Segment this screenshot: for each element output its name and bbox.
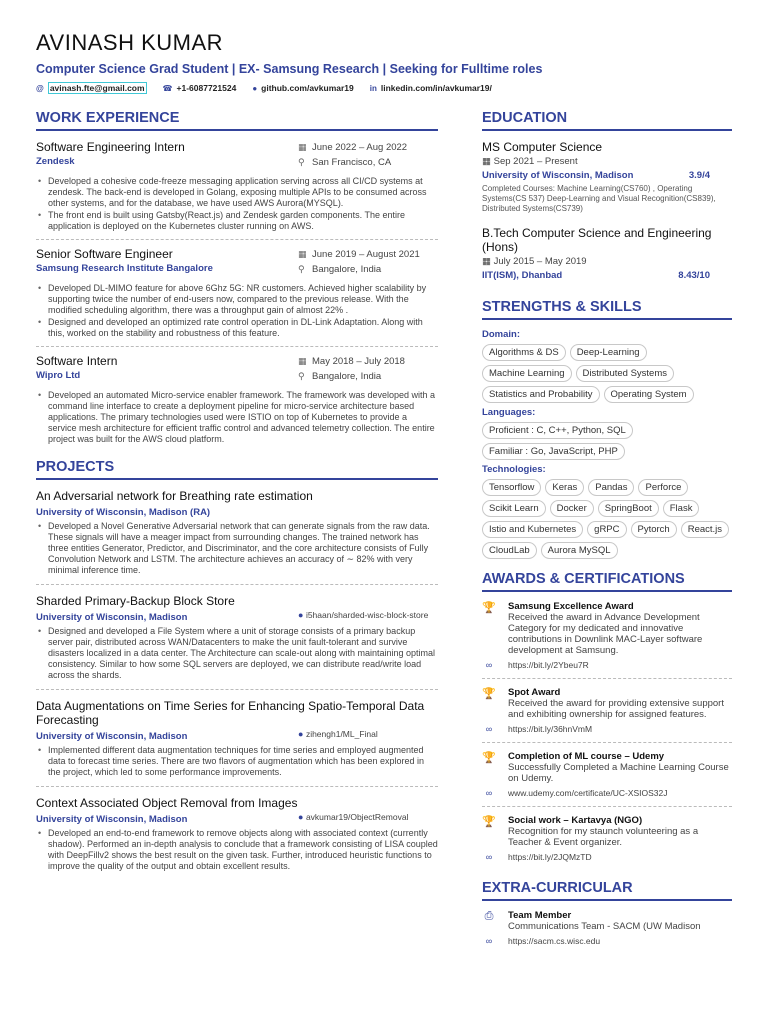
trophy-icon: 🏆: [482, 752, 496, 764]
skill-tag: Operating System: [604, 386, 694, 403]
link-icon: ∞: [485, 788, 493, 798]
skill-tag: Docker: [550, 500, 594, 517]
calendar-icon: ▦: [482, 256, 494, 267]
skill-tag: Aurora MySQL: [541, 542, 618, 559]
awards-list: [482, 601, 732, 870]
extra-body: [508, 910, 701, 932]
skill-tag: Statistics and Probability: [482, 386, 600, 403]
bookmark-icon: ⎙: [484, 910, 494, 922]
link-icon: ∞: [485, 724, 493, 734]
job-list: [36, 140, 438, 452]
project-list: [36, 489, 438, 880]
project-entry: [36, 796, 438, 880]
github-link[interactable]: github.com/avkumar19: [261, 83, 354, 93]
skill-tag: Scikit Learn: [482, 500, 546, 517]
section-title-awards: AWARDS & CERTIFICATIONS: [482, 571, 732, 592]
skill-tag: Pytorch: [631, 521, 677, 538]
job-location: Bangalore, India: [312, 371, 382, 382]
award-desc: Recognition for my staunch volunteering as a Teacher & Event organizer.: [508, 826, 699, 848]
job-dates-row: [298, 140, 438, 155]
project-entry: [36, 489, 438, 585]
award-link-row[interactable]: [482, 852, 732, 870]
extra-entry: [482, 910, 732, 932]
job-company: Zendesk: [36, 156, 75, 167]
award-link[interactable]: www.udemy.com/certificate/UC-XSIOS32J: [508, 788, 668, 798]
link-icon: ∞: [485, 936, 493, 946]
section-title-work: WORK EXPERIENCE: [36, 110, 438, 131]
map-pin-icon: ⚲: [298, 157, 305, 167]
project-repo-link[interactable]: [298, 610, 438, 620]
project-subheader: [36, 610, 438, 623]
job-location: San Francisco, CA: [312, 157, 392, 168]
job-dates-row: [298, 354, 438, 369]
job-bullets: [36, 390, 438, 445]
section-title-education: EDUCATION: [482, 110, 732, 131]
job-bullet: • Developed a cohesive code-freeze messaging application serving across all CI/CD systems at zendesk. The back-end is developed in Golang, exposing multiple APIs to be consumed across other systems, and for the database, we have used AWS Aurora(MYSQL).: [36, 176, 438, 209]
extra-list: [482, 910, 732, 954]
job-company: Wipro Ltd: [36, 370, 81, 381]
email-contact[interactable]: [36, 82, 147, 94]
job-header: [36, 354, 438, 384]
project-bullet: • Developed a Novel Generative Adversarial network that can generate signals from the raw data. These signals will have a meager impact from surrounding changes. The trained network has three entities Generator, Predictor, and Discriminator, and the core architecture consists of Fully Convolution Network and LSTM. The architecture achieves an accuracy of ∼ 82% with very minimal inference time.: [36, 521, 438, 576]
education-entry: [482, 226, 732, 281]
job-meta: [298, 247, 438, 277]
calendar-icon: ▦: [298, 356, 307, 366]
job-bullet: • The front end is built using Gatsby(React.js) and Zendesk garden components. The entire application is deployed on the Kubernetes cluster running on AWS.: [36, 210, 438, 232]
map-pin-icon: ⚲: [298, 371, 305, 381]
project-bullet: • Developed an end-to-end framework to remove objects along with associated context (currently shadow). Performed an in-depth analysis to conclude that a framework consisting of LISA coupled with DeepFillv2 shows the best result on the given task. Further, introduced heuristic functions to improve the quality of the output and obtain excellent results.: [36, 828, 438, 872]
skill-group-label: Technologies:: [482, 464, 546, 475]
job-meta: [298, 354, 438, 384]
project-entry: [36, 594, 438, 690]
skill-tag: Istio and Kubernetes: [482, 521, 583, 538]
job-meta: [298, 140, 438, 170]
education-org-row: [482, 170, 732, 181]
award-entry: [482, 751, 732, 784]
award-link-row[interactable]: [482, 660, 732, 679]
project-bullets: [36, 521, 438, 576]
skill-tag: Flask: [663, 500, 700, 517]
job-bullet: • Developed an automated Micro-service enabler framework. The framework was developed with a command line interface to create a deployment pipeline for micro-service architecture based applications. The primary technologies used were ISTIO on top of Kubernetes to provide a service mesh architecture for efficient traffic control and advanced telemetry collection. The entire project was built for the AWS cloud platform.: [36, 390, 438, 445]
extra-link[interactable]: https://sacm.cs.wisc.edu: [508, 936, 601, 946]
project-title: An Adversarial network for Breathing rate estimation: [36, 489, 313, 503]
degree-title: MS Computer Science: [482, 140, 603, 154]
job-entry: [36, 247, 438, 347]
job-location-row: [298, 262, 438, 277]
award-title: Social work – Kartavya (NGO): [508, 815, 643, 826]
skill-tag: Keras: [545, 479, 584, 496]
award-body: [508, 601, 732, 656]
github-contact[interactable]: [252, 83, 353, 93]
education-school: IIT(ISM), Dhanbad: [482, 270, 563, 281]
award-link[interactable]: https://bit.ly/36hnVmM: [508, 724, 593, 734]
award-desc: Received the award for providing extensive support and exhibiting ownership for assigned features.: [508, 698, 724, 720]
education-gpa: 8.43/10: [678, 270, 710, 281]
project-org: University of Wisconsin, Madison (RA): [36, 507, 211, 518]
contact-bar: [36, 82, 736, 94]
education-school: University of Wisconsin, Madison: [482, 170, 634, 181]
linkedin-link[interactable]: linkedin.com/in/avkumar19/: [380, 83, 492, 93]
award-body: [508, 751, 732, 784]
job-location: Bangalore, India: [312, 264, 382, 275]
skill-tag: SpringBoot: [598, 500, 659, 517]
education-dates: Sep 2021 – Present: [493, 156, 578, 167]
job-bullet: • Designed and developed an optimized rate control operation in DL-Link Adaptation. Along with this, worked on the stability and robustness of this feature.: [36, 317, 438, 339]
job-dates: June 2022 – Aug 2022: [312, 142, 408, 153]
project-org: University of Wisconsin, Madison: [36, 814, 188, 825]
skill-tag: Machine Learning: [482, 365, 572, 382]
job-header: [36, 247, 438, 277]
education-dates-row: [482, 256, 732, 267]
skill-group-label: Languages:: [482, 407, 536, 418]
extra-link-row[interactable]: [482, 936, 732, 954]
github-icon: ●: [298, 729, 306, 739]
skill-tag: Perforce: [638, 479, 688, 496]
job-title: Software Engineering Intern: [36, 140, 185, 154]
skill-tag: Pandas: [588, 479, 634, 496]
skill-tag: Proficient : C, C++, Python, SQL: [482, 422, 633, 439]
calendar-icon: ▦: [482, 156, 494, 167]
award-link-row[interactable]: [482, 724, 732, 743]
job-dates-row: [298, 247, 438, 262]
right-column: [482, 110, 732, 962]
project-repo-link[interactable]: [298, 729, 438, 739]
headline: Computer Science Grad Student | EX- Samsung Research | Seeking for Fulltime roles: [36, 62, 543, 76]
job-entry: [36, 140, 438, 240]
job-bullets: [36, 176, 438, 232]
job-title-block: [36, 354, 117, 381]
education-dates-row: [482, 156, 732, 167]
project-repo-text[interactable]: avkumar19/ObjectRemoval: [305, 812, 409, 822]
skills-list: [482, 329, 732, 559]
award-entry: [482, 601, 732, 656]
education-courses: Completed Courses: Machine Learning(CS760) , Operating Systems(CS 537) Deep-Learning and Visual Recognition(CS839), Distributed Systems(CS739): [482, 184, 716, 213]
project-repo-text[interactable]: i5haan/sharded-wisc-block-store: [305, 610, 429, 620]
project-repo-text[interactable]: zihengh1/ML_Final: [305, 729, 378, 739]
email-link[interactable]: avinash.fte@gmail.com: [49, 83, 145, 93]
award-body: [508, 687, 732, 720]
skill-tag: Distributed Systems: [576, 365, 674, 382]
education-list: [482, 140, 732, 281]
award-title: Spot Award: [508, 687, 561, 698]
skill-tag: CloudLab: [482, 542, 537, 559]
job-header: [36, 140, 438, 170]
skill-tag: Algorithms & DS: [482, 344, 566, 361]
education-gpa: 3.9/4: [688, 170, 710, 181]
award-link-row[interactable]: [482, 788, 732, 807]
linkedin-icon: in: [369, 83, 377, 93]
phone-number[interactable]: +1-6087721524: [176, 83, 237, 93]
skill-tag: gRPC: [587, 521, 626, 538]
project-subheader: [36, 812, 438, 825]
linkedin-contact[interactable]: [370, 83, 492, 93]
extra-desc: Communications Team - SACM (UW Madison: [508, 921, 701, 932]
project-subheader: [36, 505, 438, 518]
phone-icon: ☎: [162, 83, 173, 93]
award-title: Samsung Excellence Award: [508, 601, 634, 612]
award-link[interactable]: https://bit.ly/2Ybeu7R: [508, 660, 589, 670]
trophy-icon: 🏆: [482, 602, 496, 614]
award-entry: [482, 687, 732, 720]
skill-tags: [482, 344, 732, 403]
github-icon: ●: [298, 812, 306, 822]
project-bullets: [36, 745, 438, 778]
job-company: Samsung Research Institute Bangalore: [36, 263, 213, 274]
project-entry: [36, 699, 438, 787]
skill-group-label: Domain:: [482, 329, 520, 340]
person-name: AVINASH KUMAR: [36, 30, 224, 55]
github-icon: ●: [252, 83, 258, 93]
award-desc: Successfully Completed a Machine Learning Course on Udemy.: [508, 762, 729, 784]
trophy-icon: 🏆: [482, 816, 496, 828]
job-title: Software Intern: [36, 354, 118, 368]
link-icon: ∞: [485, 660, 493, 670]
skill-tags: [482, 479, 732, 559]
award-entry: [482, 815, 732, 848]
job-bullets: [36, 283, 438, 339]
award-title: Completion of ML course – Udemy: [508, 751, 665, 762]
at-icon: @: [36, 83, 44, 93]
degree-title: B.Tech Computer Science and Engineering (Hons): [482, 226, 712, 254]
job-dates: June 2019 – August 2021: [312, 249, 420, 260]
project-subheader: [36, 729, 438, 742]
calendar-icon: ▦: [298, 142, 307, 152]
skill-tag: Deep-Learning: [570, 344, 647, 361]
map-pin-icon: ⚲: [298, 264, 305, 274]
award-body: [508, 815, 732, 848]
project-title: Data Augmentations on Time Series for Enhancing Spatio-Temporal Data Forecasting: [36, 699, 425, 727]
project-bullets: [36, 828, 438, 872]
skill-tag: React.js: [681, 521, 729, 538]
project-bullet: • Implemented different data augmentation techniques for time series and employed augmented data to forecast time series. There are two flavors of augmentation which has been explored in the project, which led to some performance improvements.: [36, 745, 438, 778]
job-location-row: [298, 369, 438, 384]
calendar-icon: ▦: [298, 249, 307, 259]
education-dates: July 2015 – May 2019: [493, 256, 587, 267]
skill-tag: Tensorflow: [482, 479, 541, 496]
education-entry: [482, 140, 732, 214]
project-org: University of Wisconsin, Madison: [36, 731, 188, 742]
award-link[interactable]: https://bit.ly/2JQMzTD: [508, 852, 592, 862]
resume-header: [36, 30, 736, 94]
section-title-skills: STRENGTHS & SKILLS: [482, 299, 732, 320]
project-title: Context Associated Object Removal from Images: [36, 796, 298, 810]
project-bullets: [36, 626, 438, 681]
job-location-row: [298, 155, 438, 170]
extra-title: Team Member: [508, 910, 572, 921]
skill-tag: Familiar : Go, JavaScript, PHP: [482, 443, 625, 460]
job-title-block: [36, 247, 213, 274]
project-repo-link[interactable]: [298, 812, 438, 822]
project-org: University of Wisconsin, Madison: [36, 612, 188, 623]
job-entry: [36, 354, 438, 452]
section-title-extra: EXTRA-CURRICULAR: [482, 880, 732, 901]
github-icon: ●: [298, 610, 306, 620]
left-column: [36, 110, 438, 889]
education-org-row: [482, 270, 732, 281]
phone-contact[interactable]: [163, 83, 237, 93]
link-icon: ∞: [485, 852, 493, 862]
job-title-block: [36, 140, 185, 167]
job-dates: May 2018 – July 2018: [312, 356, 405, 367]
trophy-icon: 🏆: [482, 688, 496, 700]
award-desc: Received the award in Advance Development Category for my dedicated and innovative contributions in Downlink MAC-Layer software development at Samsung.: [508, 612, 703, 656]
project-title: Sharded Primary-Backup Block Store: [36, 594, 235, 608]
job-bullet: • Developed DL-MIMO feature for above 6Ghz 5G: NR customers. Achieved higher scalability by supporting twice the number of end-users now, compared to the previous release. With the modified scheduling algorithm, there was a throughput gain of almost 22% .: [36, 283, 438, 316]
project-bullet: • Designed and developed a File System where a unit of storage consists of a primary backup server pair, distributed across WAN/Datacenters to make the unit fault-tolerant and survive disasters localized in a data center. The Architecture can scale-out along with maintaining optimal consistency. Similar to how some SQL servers are deployed, we can distribute read/write load across the shards.: [36, 626, 438, 681]
job-title: Senior Software Engineer: [36, 247, 173, 261]
skill-tags: [482, 422, 732, 460]
section-title-projects: PROJECTS: [36, 459, 438, 480]
